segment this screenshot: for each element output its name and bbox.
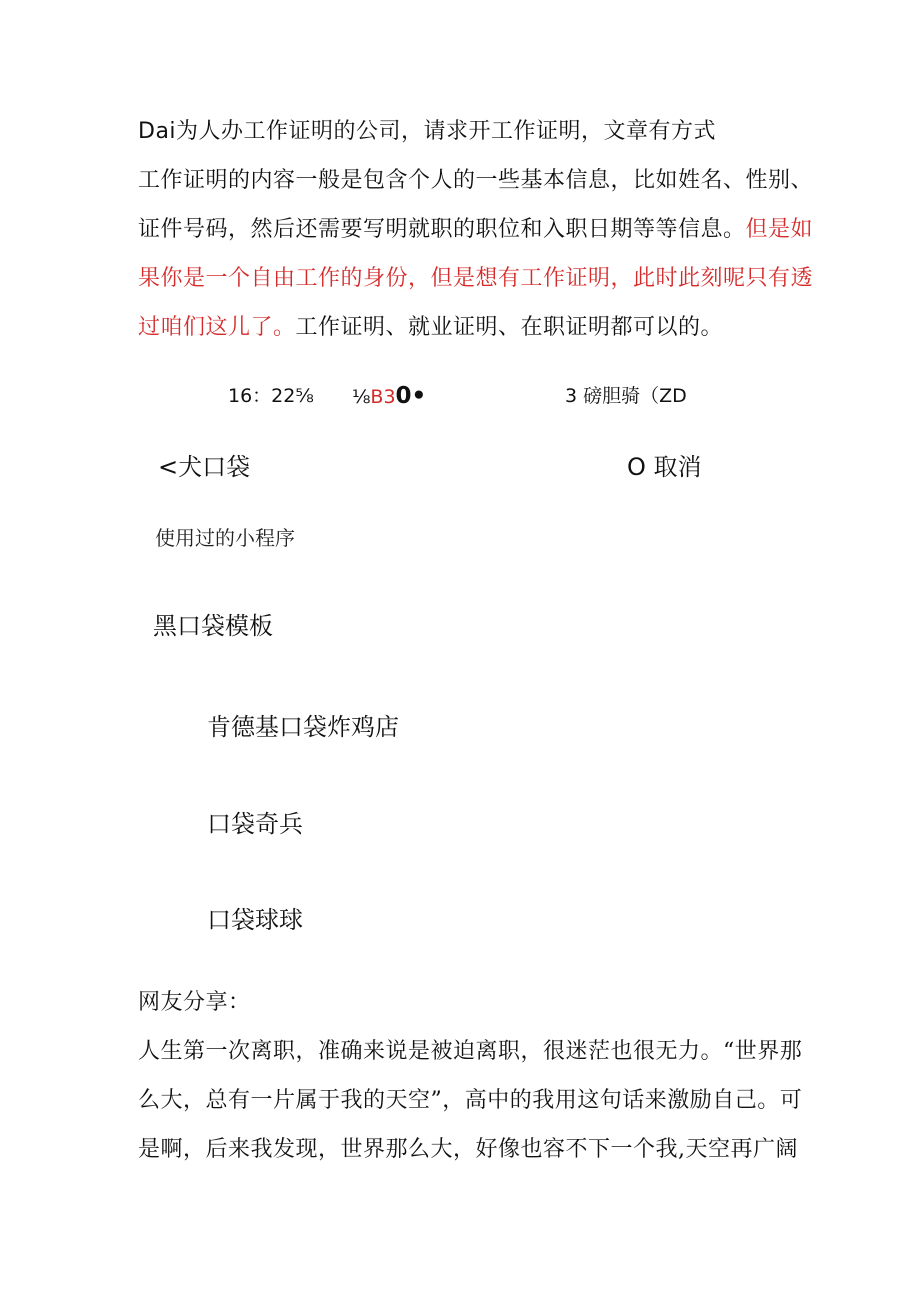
intro-line-3-red: 但是如 bbox=[745, 217, 814, 242]
status-signal-big: 0• bbox=[395, 383, 427, 409]
intro-line-1-prefix: Dai bbox=[138, 119, 177, 144]
app-item-2[interactable]: 肯德基口袋炸鸡店 bbox=[207, 713, 399, 741]
intro-line-3-black: 证件号码，然后还需要写明就职的职位和入职日期等等信息。 bbox=[138, 217, 746, 242]
share-line-2: 么大，总有一片属于我的天空”，高中的我用这句话来激励自己。可 bbox=[138, 1088, 803, 1113]
status-right-text: 3 磅胆骑（ZD bbox=[565, 385, 687, 407]
share-line-3: 是啊，后来我发现，世界那么大，好像也容不下一个我,天空再广阔 bbox=[138, 1137, 798, 1162]
app-item-1[interactable]: 黑口袋模板 bbox=[153, 612, 273, 640]
intro-line-5-red: 过咱们这儿了。 bbox=[138, 315, 296, 340]
cancel-button[interactable]: O 取消 bbox=[627, 453, 702, 481]
intro-line-5-black: 工作证明、就业证明、在职证明都可以的。 bbox=[295, 315, 724, 340]
intro-line-5 bbox=[138, 303, 788, 353]
app-item-4[interactable]: 口袋球球 bbox=[207, 906, 303, 934]
status-time: 16：22⅝ bbox=[228, 385, 314, 407]
intro-line-1-text: 为人办工作证明的公司，请求开工作证明，文章有方式 bbox=[176, 119, 717, 144]
status-signal-red: B3 bbox=[370, 386, 396, 408]
intro-line-4: 果你是一个自由工作的身份，但是想有工作证明，此时此刻呢只有透 bbox=[138, 266, 814, 291]
back-button[interactable]: <犬口袋 bbox=[158, 453, 251, 481]
section-label: 使用过的小程序 bbox=[155, 526, 295, 550]
intro-line-2: 工作证明的内容一般是包含个人的一些基本信息，比如姓名、性别、 bbox=[138, 168, 814, 193]
intro-line-1 bbox=[138, 107, 788, 157]
share-heading: 网友分享： bbox=[138, 990, 251, 1015]
share-line-1: 人生第一次离职，准确来说是被迫离职，很迷茫也很无力。“世界那 bbox=[138, 1039, 803, 1064]
intro-line-3 bbox=[138, 205, 814, 255]
status-signal-prefix: ⅛ bbox=[352, 386, 371, 408]
app-item-3[interactable]: 口袋奇兵 bbox=[207, 810, 303, 838]
status-signal bbox=[352, 384, 426, 409]
